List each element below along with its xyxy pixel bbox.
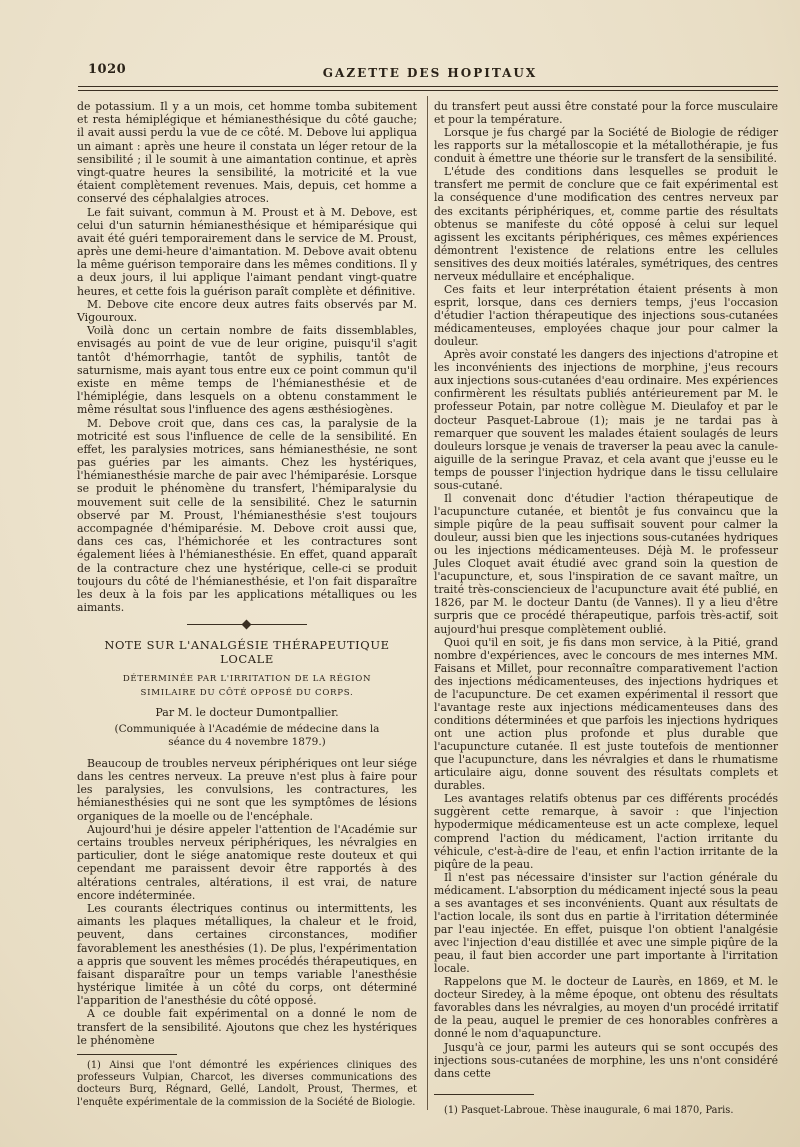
paragraph: Il n'est pas nécessaire d'insister sur l'action générale du médicament. L'absorption du médicament injecté sous la peau a ses avantages et ses inconvénients. Quant aux résultats de l'action locale, ils sont dus en partie à l'irritation déterminée par l'eau injectée. En effet, puisque l'on obtient l'analgésie avec l'injection d'eau distillée et avec une simple piqûre de la peau, il faut bien accorder une part importante à l'irritation locale.: [434, 870, 778, 976]
footnote-right: (1) Pasquet-Labroue. Thèse inaugurale, 6 mai 1870, Paris.: [444, 1105, 734, 1116]
paragraph: Aujourd'hui je désire appeler l'attention de l'Académie sur certains troubles nerveux périphériques, les névralgies en particulier, dont le siége anatomique reste douteux et qui cependant me paraissent devoir être rapportés à des altérations centrales, altérations, il est vrai, de nature encore indéterminée.: [77, 822, 417, 902]
paragraph: du transfert peut aussi être constaté pour la force musculaire et pour la température.: [434, 100, 778, 127]
paragraph: Ces faits et leur interprétation étaient présents à mon esprit, lorsque, dans ces derniers temps, j'eus l'occasion d'étudier l'action thérapeutique des injections sous-cutanées médicamenteuses, employées chaque jour pour calmer la douleur.: [434, 282, 778, 349]
footnote-rule: [434, 1094, 534, 1095]
paragraph: L'étude des conditions dans lesquelles se produit le transfert me permit de conclure que ce fait expérimental est la conséquence d'une modification des centres nerveux par des excitants périphériques, et, comme partie des résultats obtenus se manifeste du côté opposé à celui sur lequel agissent les excitants périphériques, ces mêmes expériences démontrent l'existence de relations entre les cellules sensitives des deux moitiés latérales, symétriques, des centres nerveux médullaire et encéphalique.: [434, 165, 778, 283]
paragraph: M. Debove croit que, dans ces cas, la paralysie de la motricité est sous l'influence de celle de la sensibilité. En effet, les paralysies motrices, sans hémianesthésie, ne sont pas guéries par les aimants. Chez les hystériques, l'hémianesthésie marche de pair avec l'hémiparésie. Lorsque se produit le phénomène du transfert, l'hémiparalysie du mouvement suit celle de la sensibilité. Chez le saturnin observé par M. Proust, l'hémianesthésie s'est toujours accompagnée d'hémiparésie. M. Debove croit aussi que, dans ces cas, l'hémichorée et les contractures sont également liées à l'hémianesthésie. En effet, quand apparaît de la contracture chez une hystérique, celle-ci se produit toujours du côté de l'hémianesthésie, et l'on fait disparaître les deux à la fois par les applications métalliques ou les aimants.: [77, 416, 417, 615]
note-title: NOTE SUR L'ANALGÉSIE THÉRAPEUTIQUE LOCALE: [104, 638, 390, 666]
paragraph: Les courants électriques continus ou intermittents, les aimants les plaques métalliques, la chaleur et le froid, peuvent, dans certaines circonstances, modifier favorablement les anesthésies (1). De plus, l'expérimentation a appris que souvent les mêmes procédés thérapeutiques, en faisant disparaître pour un temps variable l'anesthésie hystérique limitée à un côté du corps, ont déterminé l'apparition de l'anesthésie du côté opposé.: [77, 901, 417, 1008]
header-rule-thin: [78, 90, 778, 91]
left-column: [77, 100, 417, 1047]
page-number: 1020: [88, 62, 127, 77]
note-subtitle: DÉTERMINÉE PAR L'IRRITATION DE LA RÉGION SIMILAIRE DU CÔTÉ OPPOSÉ DU CORPS.: [122, 673, 372, 698]
note-author: Par M. le docteur Dumontpallier.: [155, 705, 339, 719]
paragraph: Le fait suivant, commun à M. Proust et à M. Debove, est celui d'un saturnin hémianesthésique et hémiparésique qui avait été guéri temporairement dans le service de M. Proust, après une demi-heure d'aimantation. M. Debove avait obtenu la même guérison temporaire dans les mêmes conditions. Il y a deux jours, il lui applique l'aimant pendant vingt-quatre heures, et cette fois la guérison paraît complète et définitive.: [77, 205, 417, 298]
column-divider: [427, 96, 428, 1110]
paragraph: Il convenait donc d'étudier l'action thérapeutique de l'acupuncture cutanée, et bientôt je fus convaincu que la simple piqûre de la peau suffisait souvent pour calmer la douleur, aussi bien que les injections sous-cutanées hydriques ou les injections médicamenteuses. Déjà M. le professeur Jules Cloquet avait étudié avec grand soin la question de l'acupuncture, et, sous l'inspiration de ce savant maître, un traité très-consciencieux de l'acupuncture avait été publié, en 1826, par M. le docteur Dantu (de Vannes). Il y a lieu d'être surpris que ce procédé thérapeutique, parfois très-actif, soit aujourd'hui presque complètement oublié.: [434, 491, 778, 636]
paragraph: Jusqu'à ce jour, parmi les auteurs qui se sont occupés des injections sous-cutanées de morphine, les uns n'ont considéré dans cette: [434, 1040, 778, 1080]
paragraph: Rappelons que M. le docteur de Laurès, en 1869, et M. le docteur Siredey, à la même époque, ont obtenu des résultats favorables dans les névralgies, au moyen d'un procédé irritatif de la peau, auquel le premier de ces honorables confrères a donné le nom d'aquapuncture.: [434, 975, 778, 1041]
header-rule: [78, 86, 778, 87]
right-column: [434, 100, 778, 1080]
paragraph: M. Debove cite encore deux autres faits observés par M. Vigouroux.: [77, 297, 417, 324]
note-communication: (Communiquée à l'Académie de médecine dans la séance du 4 novembre 1879.): [114, 722, 380, 748]
paragraph: Voilà donc un certain nombre de faits dissemblables, envisagés au point de vue de leur origine, puisqu'il s'agit tantôt d'hémorrhagie, tantôt de syphilis, tantôt de saturnisme, mais ayant tous entre eux ce point commun qu'il existe en même temps de l'hémianesthésie et de l'hémiplégie, dans lesquels on a obtenu constamment le même résultat sous l'influence des agens æsthésiogènes.: [77, 324, 417, 417]
journal-title: GAZETTE DES HOPITAUX: [322, 66, 538, 80]
paragraph: Les avantages relatifs obtenus par ces différents procédés suggèrent cette remarque, à savoir : que l'injection hypodermique médicamenteuse est un acte complexe, lequel comprend l'action du médicament, l'action irritante du véhicule, c'est-à-dire de l'eau, et enfin l'action irritante de la piqûre de la peau.: [434, 792, 778, 871]
footnote-rule: [77, 1054, 177, 1055]
paragraph: Après avoir constaté les dangers des injections d'atropine et les inconvénients des injections de morphine, j'eus recours aux injections sous-cutanées d'eau ordinaire. Mes expériences confirmèrent les résultats publiés antérieurement par M. le professeur Potain, par notre collègue M. Dieulafoy et par le docteur Pasquet-Labroue (1); mais je ne tardai pas à remarquer que souvent les malades étaient soulagés de leurs douleurs lorsque je venais de traverser la peau avec la canule-aiguille de la seringue Pravaz, et cela avant que j'eusse eu le temps de pousser l'injection hydrique dans le tissu cellulaire sous-cutané.: [434, 348, 778, 492]
footnote-left: (1) Ainsi que l'ont démontré les expériences cliniques des professeurs Vulpian, Charcot, les diverses communications des docteurs Burq, Régnard, Gellé, Landolt, Proust, Thermes, et l'enquête expérimentale de la commission de la Société de Biologie.: [77, 1060, 417, 1108]
paragraph: A ce double fait expérimental on a donné le nom de transfert de la sensibilité. Ajoutons que chez les hystériques le phénomène: [77, 1007, 417, 1047]
section-separator: [187, 624, 307, 625]
paragraph: Lorsque je fus chargé par la Société de Biologie de rédiger les rapports sur la métalloscopie et la métallothérapie, je fus conduit à émettre une théorie sur le transfert de la sensibilité.: [434, 126, 778, 166]
paragraph: Quoi qu'il en soit, je fis dans mon service, à la Pitié, grand nombre d'expériences, avec le concours de mes internes MM. Faisans et Millet, pour reconnaître comparativement l'action des injections médicamenteuses, des injections hydriques et de l'acupuncture. De cet examen expérimental il ressort que l'avantage reste aux injections médicamenteuses dans des conditions déterminées et que parfois les injections hydriques ont une action plus profonde et plus durable que l'acupuncture cutanée. Il est juste toutefois de mentionner que l'acupuncture, dans les névralgies et dans le rhumatisme articulaire aigu, donne souvent des résultats complets et durables.: [434, 635, 778, 793]
paragraph: Beaucoup de troubles nerveux périphériques ont leur siége dans les centres nerveux. La preuve n'est plus à faire pour les paralysies, les convulsions, les contractures, les hémianesthésies qui ne sont que les symptômes de lésions organiques de la moelle ou de l'encéphale.: [77, 756, 417, 823]
paragraph: de potassium. Il y a un mois, cet homme tomba subitement et resta hémiplégique et hémianesthésique du côté gauche; il avait aussi perdu la vue de ce côté. M. Debove lui appliqua un aimant : après une heure il constata un léger retour de la sensibilité ; il le soumit à une aimantation continue, et après vingt-quatre heures la sensibilité, la motricité et la vue étaient complètement revenues. Mais, depuis, cet homme a conservé des céphalalgies atroces.: [77, 100, 417, 206]
